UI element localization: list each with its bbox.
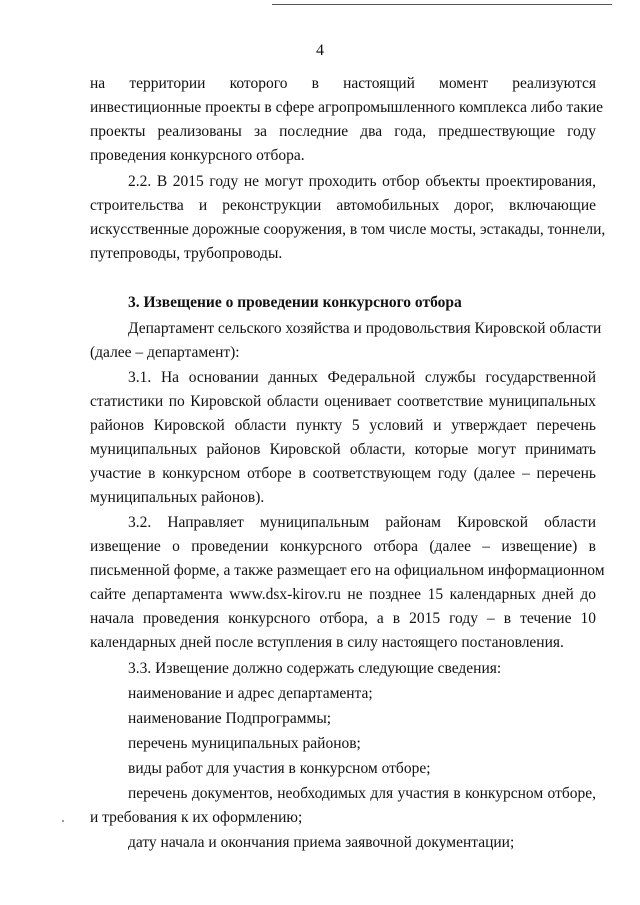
text-line: виды работ для участия в конкурсном отборе; (128, 760, 431, 777)
top-rule (272, 4, 612, 5)
text-line: инвестиционные проекты в сфере агропромышленного комплекса либо такие (90, 99, 603, 116)
text-line: перечень муниципальных районов; (128, 735, 361, 752)
text-line: (далее – департамент): (90, 344, 240, 361)
text-line: искусственные дорожные сооружения, в том числе мосты, эстакады, тоннели, (90, 221, 606, 238)
page-number: 4 (316, 42, 324, 59)
text-line: календарных дней после вступления в силу настоящего постановления. (90, 634, 564, 651)
text-line: строительства и реконструкции автомобильных дорог, включающие (90, 197, 596, 214)
text-line: 2.2. В 2015 году не могут проходить отбор объекты проектирования, (128, 173, 596, 190)
text-line: проведения конкурсного отбора. (90, 147, 305, 164)
text-line: 3.3. Извещение должно содержать следующие сведения: (128, 660, 502, 677)
text-line: на территории которого в настоящий момент реализуются (90, 75, 596, 92)
text-line: статистики по Кировской области оценивает соответствие муниципальных (90, 393, 596, 410)
text-line: 3.2. Направляет муниципальным районам Кировской области (128, 514, 596, 531)
text-line: дату начала и окончания приема заявочной документации; (128, 834, 515, 851)
text-line: Департамент сельского хозяйства и продовольствия Кировской области (128, 320, 602, 337)
text-line: письменной форме, а также размещает его на официальном информационном (90, 562, 605, 579)
text-line: наименование Подпрограммы; (128, 710, 332, 727)
scan-mark (62, 820, 64, 822)
text-line: начала проведения конкурсного отбора, а в 2015 году – в течение 10 (90, 610, 596, 627)
section-heading: 3. Извещение о проведении конкурсного отбора (128, 294, 462, 311)
text-line: путепроводы, трубопроводы. (90, 245, 283, 262)
text-line: сайте департамента www.dsx-kirov.ru не позднее 15 календарных дней до (90, 586, 596, 603)
text-line: муниципальных районов). (90, 489, 265, 506)
text-line: 3.1. На основании данных Федеральной службы государственной (128, 369, 596, 386)
text-line: проекты реализованы за последние два года, предшествующие году (90, 123, 596, 140)
text-line: муниципальных районов Кировской области, которые могут принимать (90, 441, 596, 458)
text-line: участие в конкурсном отборе в соответствующем году (далее – перечень (90, 465, 596, 482)
text-line: извещение о проведении конкурсного отбора (далее – извещение) в (90, 538, 596, 555)
text-line: и требования к их оформлению; (90, 809, 303, 826)
text-line: наименование и адрес департамента; (128, 685, 373, 702)
text-line: районов Кировской области пункту 5 условий и утверждает перечень (90, 417, 596, 434)
text-line: перечень документов, необходимых для участия в конкурсном отборе, (128, 785, 596, 802)
